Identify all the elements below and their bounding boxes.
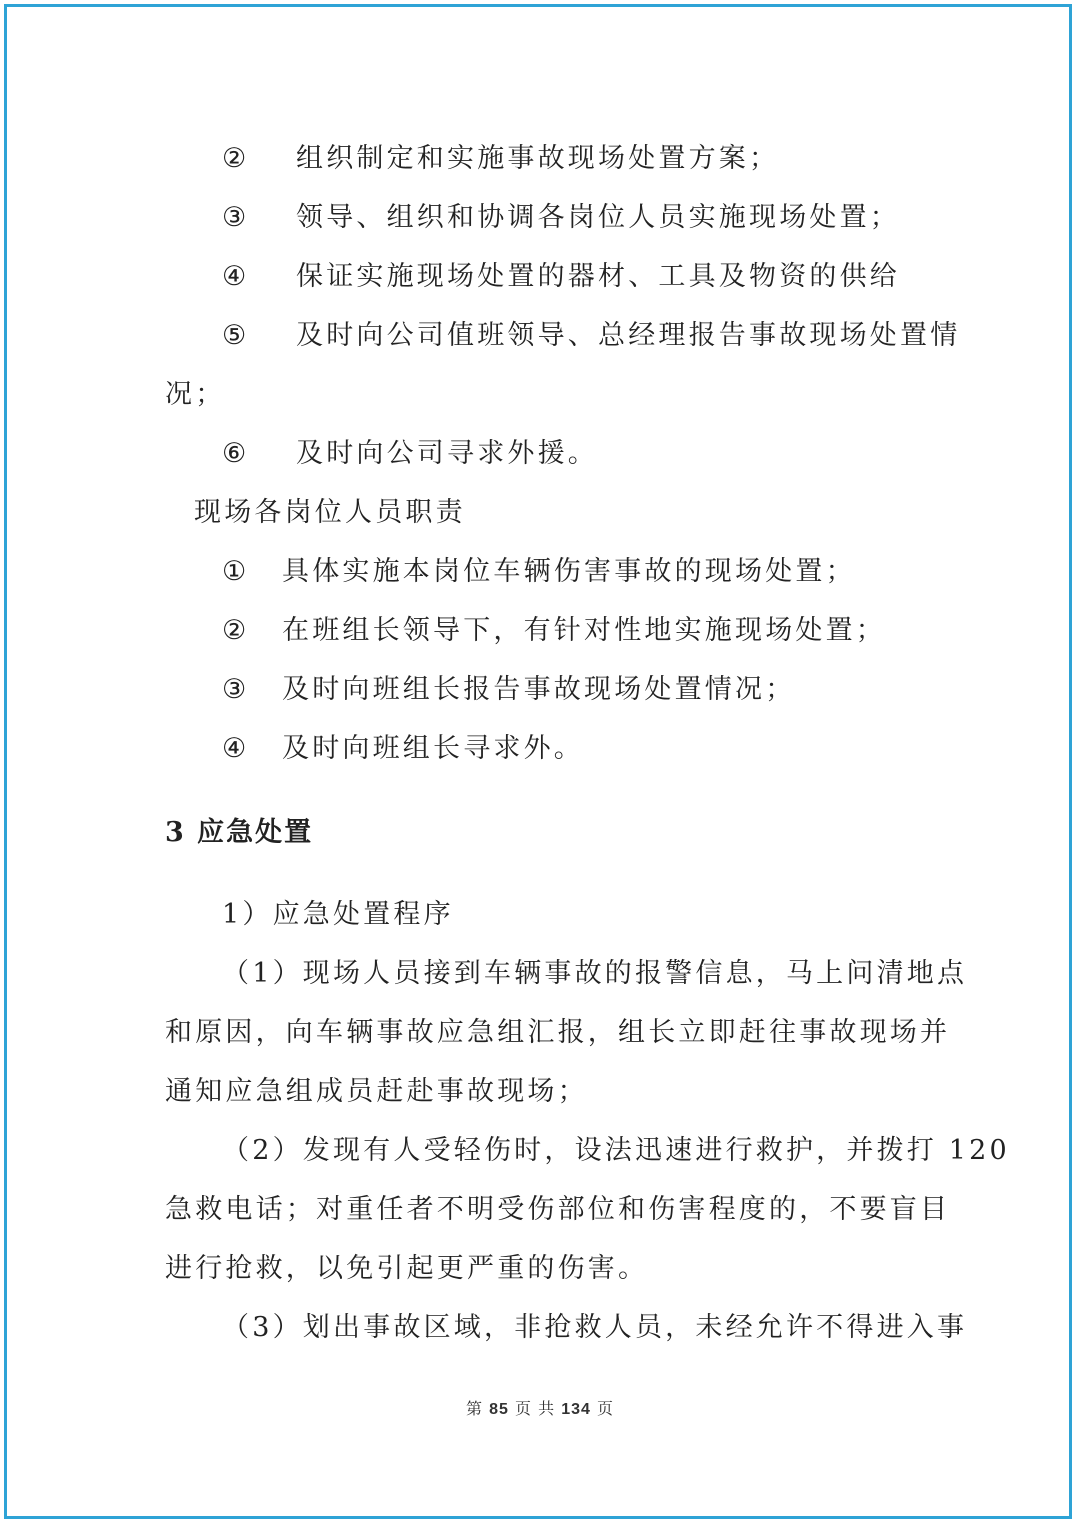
section-heading: 3 应急处置 [165,817,314,848]
total-pages: 134 [561,1401,591,1418]
list-item [222,672,795,708]
list-item [222,613,886,649]
list-item-continuation [165,377,225,413]
subsection-heading: 1）应急处置程序 [222,899,454,930]
paragraph-line: 进行抢救，以免引起更严重的伤害。 [165,1253,649,1284]
item-text: 保证实施现场处置的器材、工具及物资的供给 [296,261,900,292]
item-text: 在班组长领导下，有针对性地实施现场处置； [282,615,886,646]
footer-suffix: 页 [596,1399,614,1418]
list-item [222,259,900,295]
item-text: 及时向班组长寻求外。 [282,733,584,764]
paragraph-line: （3）划出事故区域，非抢救人员，未经允许不得进入事 [222,1312,968,1343]
list-item [222,200,900,236]
paragraph-line: 急救电话；对重任者不明受伤部位和伤害程度的，不要盲目 [165,1194,951,1225]
item-text: 组织制定和实施事故现场处置方案； [296,143,780,174]
item-number: ④ [222,261,250,292]
list-item [222,554,856,590]
item-number: ① [222,556,250,587]
item-text: 领导、组织和协调各岗位人员实施现场处置； [296,202,900,233]
item-text: 及时向公司寻求外援。 [296,438,598,469]
page-number: 85 [489,1401,509,1418]
item-number: ⑤ [222,320,250,351]
paragraph-line: （2）发现有人受轻伤时，设法迅速进行救护，并拨打 120 [222,1135,1010,1166]
footer-prefix: 第 [466,1399,484,1418]
item-number: ⑥ [222,438,250,469]
list-item [222,436,598,472]
item-number: ② [222,615,250,646]
paragraph-line: 通知应急组成员赶赴事故现场； [165,1076,588,1107]
footer-middle: 页 共 [515,1399,556,1418]
staff-duties-title: 现场各岗位人员职责 [194,497,466,528]
item-number: ② [222,143,250,174]
item-text: 况； [165,379,226,410]
list-item [222,318,960,354]
item-number: ④ [222,733,250,764]
list-item [222,141,779,177]
item-text: 及时向班组长报告事故现场处置情况； [282,674,796,705]
item-text: 及时向公司值班领导、总经理报告事故现场处置情 [296,320,961,351]
item-number: ③ [222,674,250,705]
page-footer [0,1396,1080,1419]
item-number: ③ [222,202,250,233]
item-text: 具体实施本岗位车辆伤害事故的现场处置； [282,556,856,587]
paragraph-line: 和原因，向车辆事故应急组汇报，组长立即赶往事故现场并 [165,1017,951,1048]
list-item [222,731,584,767]
paragraph-line: （1）现场人员接到车辆事故的报警信息，马上问清地点 [222,958,968,989]
